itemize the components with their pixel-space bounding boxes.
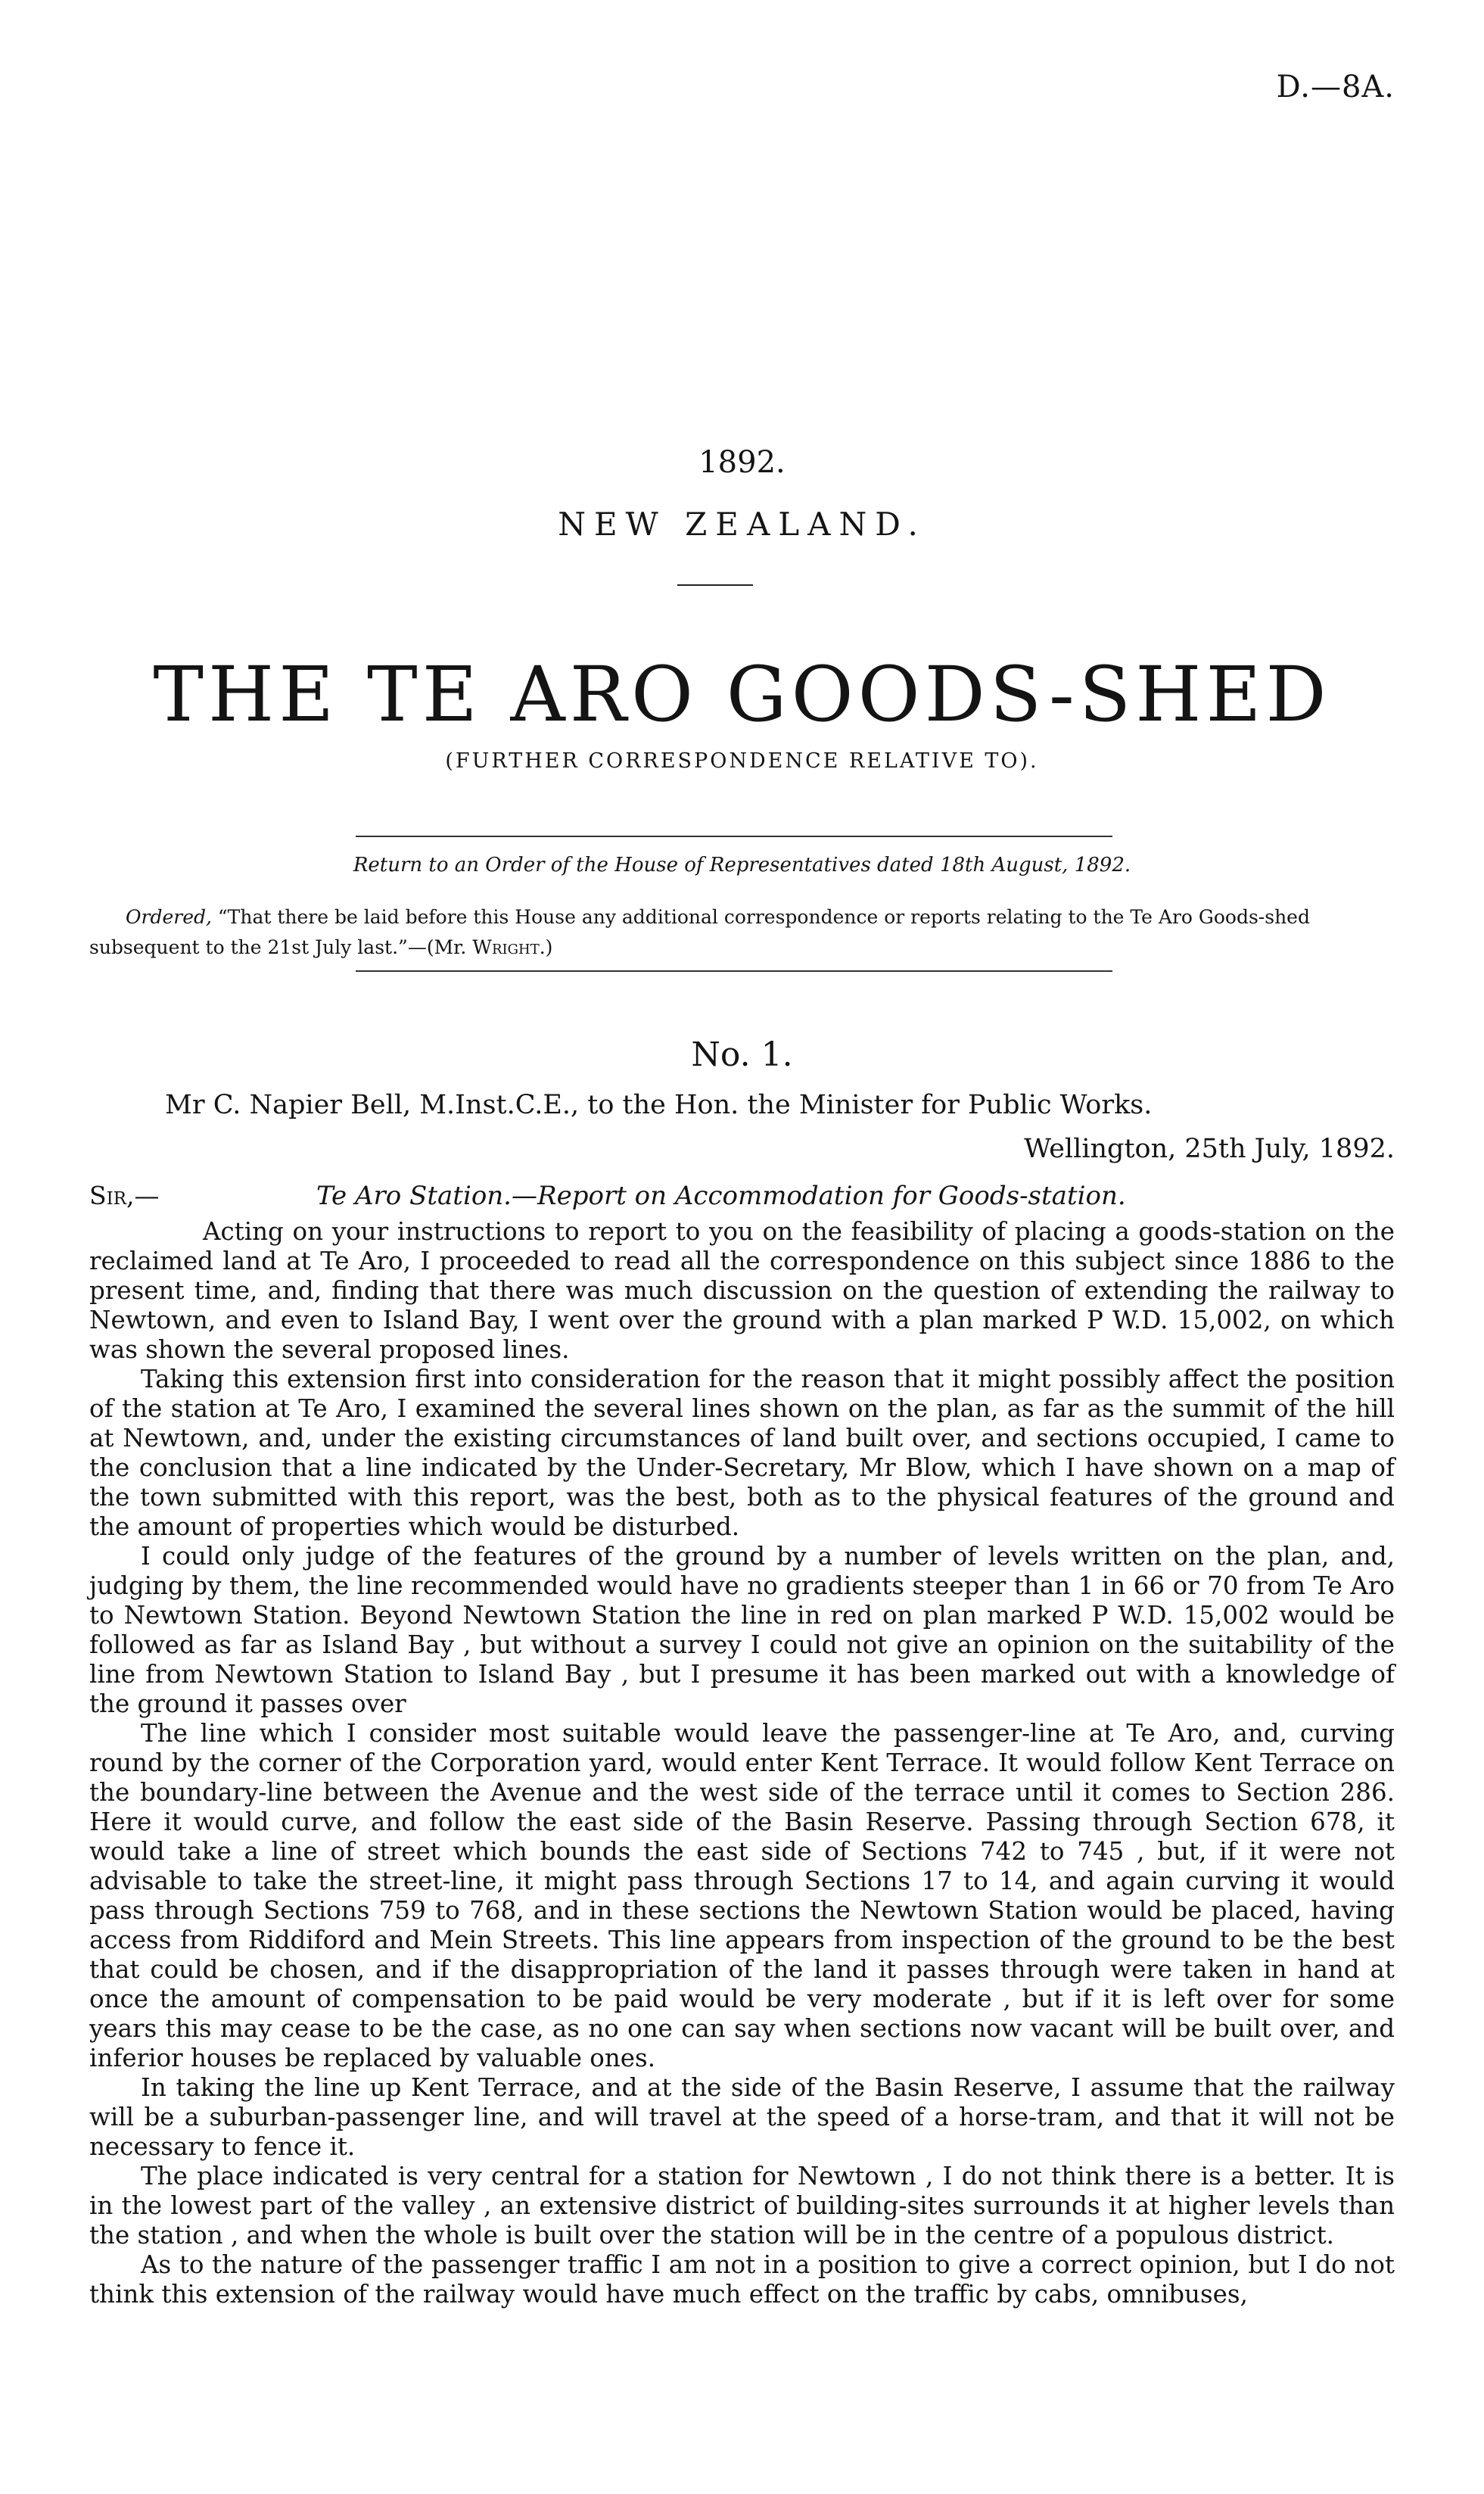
letter-subject: Te Aro Station.—Report on Accommodation for Goods-station. xyxy=(316,1181,1126,1211)
ordered-text: “That there be laid before this House any additional correspondence or reports relating to the Te Aro Goods-shed subsequent to the 21st July last.”—(Mr. xyxy=(89,906,1310,958)
body-paragraph: As to the nature of the passenger traffic I am not in a position to give a correct opinion, but I do not think this extension of the railway would have much effect on the traffic by cabs, omnibuses, xyxy=(89,2250,1395,2309)
body-paragraph: In taking the line up Kent Terrace, and at the side of the Basin Reserve, I assume that the railway will be a suburban-passenger line, and will travel at the speed of a horse-tram, and that it will not be necessary to fence it. xyxy=(89,2073,1395,2161)
letter-body xyxy=(89,1217,1395,2309)
return-order-line: Return to an Order of the House of Representatives dated 18th August, 1892. xyxy=(353,854,1131,876)
letter-number: No. 1. xyxy=(691,1035,793,1074)
letter-date: Wellington, 25th July, 1892. xyxy=(1024,1134,1395,1164)
short-divider xyxy=(677,584,753,586)
document-subtitle: (FURTHER CORRESPONDENCE RELATIVE TO). xyxy=(445,749,1039,773)
body-paragraph: Acting on your instructions to report to you on the feasibility of placing a goods-station on the reclaimed land at Te Aro, I proceeded to read all the correspondence on this subject since 1886 to the present time, and, finding that there was much discussion on the question of extending the railway to Newtown, and even to Island Bay, I went over the ground with a plan marked P W.D. 15,002, on which was shown the several proposed lines. xyxy=(89,1217,1395,1364)
ordered-mover: Wright.) xyxy=(472,936,553,958)
body-paragraph: I could only judge of the features of the ground by a number of levels written on the plan, and, judging by them, the line recommended would have no gradients steeper than 1 in 66 or 70 from Te Aro to Newtown Station. Beyond Newtown Station the line in red on plan marked P W.D. 15,002 would be followed as far as Island Bay , but without a survey I could not give an opinion on the suitability of the line from Newtown Station to Island Bay , but I presume it has been marked out with a knowledge of the ground it passes over xyxy=(89,1542,1395,1718)
body-paragraph: Taking this extension first into consideration for the reason that it might possibly affect the position of the station at Te Aro, I examined the several lines shown on the plan, as far as the summit of the hill at Newtown, and, under the existing circumstances of land built over, and sections occupied, I came to the conclusion that a line indicated by the Under-Secretary, Mr Blow, which I have shown on a map of the town submitted with this report, was the best, both as to the physical features of the ground and the amount of properties which would be disturbed. xyxy=(89,1365,1395,1541)
divider-bottom xyxy=(356,970,1112,972)
salutation-text: Sir,— xyxy=(89,1181,160,1210)
salutation xyxy=(89,1181,160,1210)
document-year: 1892. xyxy=(698,445,786,480)
letter-from-line: Mr C. Napier Bell, M.Inst.C.E., to the Hon. the Minister for Public Works. xyxy=(165,1090,1153,1120)
ordered-label: Ordered, xyxy=(126,906,212,928)
document-reference: D.—8A. xyxy=(1276,70,1395,104)
body-paragraph: The place indicated is very central for a station for Newtown , I do not think there is a better. It is in the lowest part of the valley , an extensive district of building-sites surrounds it at higher levels than the station , and when the whole is built over the station will be in the centre of a populous district. xyxy=(89,2162,1395,2250)
divider-top xyxy=(356,836,1112,837)
ordered-paragraph xyxy=(89,902,1395,963)
country-heading: NEW ZEALAND. xyxy=(558,506,926,543)
document-title: THE TE ARO GOODS-SHED xyxy=(153,650,1331,739)
body-paragraph: The line which I consider most suitable would leave the passenger-line at Te Aro, and, curving round by the corner of the Corporation yard, would enter Kent Terrace. It would follow Kent Terrace on the boundary-line between the Avenue and the west side of the terrace until it comes to Section 286. Here it would curve, and follow the east side of the Basin Reserve. Passing through Section 678, it would take a line of street which bounds the east side of Sections 742 to 745 , but, if it were not advisable to take the street-line, it might pass through Sections 17 to 14, and again curving it would pass through Sections 759 to 768, and in these sections the Newtown Station would be placed, having access from Riddiford and Mein Streets. This line appears from inspection of the ground to be the best that could be chosen, and if the disappropriation of the land it passes through were taken in hand at once the amount of compensation to be paid would be very moderate , but if it is left over for some years this may cease to be the case, as no one can say when sections now vacant will be built over, and inferior houses be replaced by valuable ones. xyxy=(89,1719,1395,2072)
